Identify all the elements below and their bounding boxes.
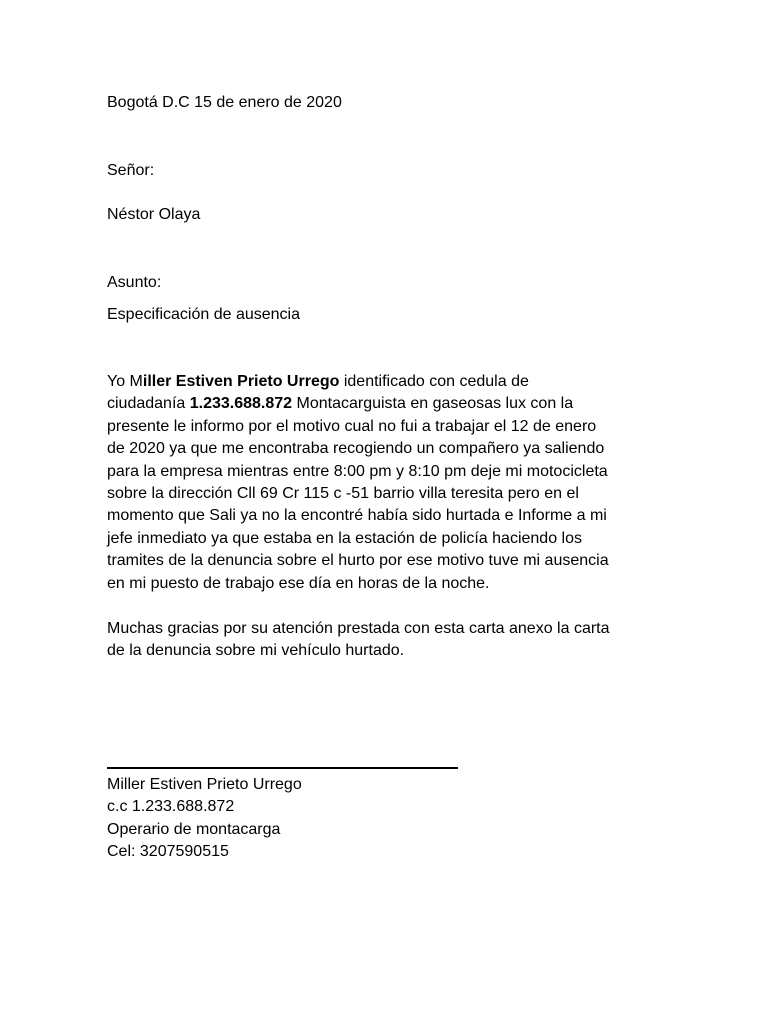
body-line [107, 371, 667, 393]
body-line: de 2020 ya que me encontraba recogiendo un compañero ya saliendo [107, 440, 605, 458]
signature-role: Operario de montacarga [107, 820, 281, 838]
body-line: jefe inmediato ya que estaba en la estación de policía haciendo los [107, 529, 582, 547]
signature-line [107, 767, 458, 769]
body-line: momento que Sali ya no la encontré había sido hurtada e Informe a mi [107, 507, 607, 525]
body-text: Yo M [107, 373, 143, 390]
id-number-bold: 1.233.688.872 [189, 395, 293, 413]
letter-body [107, 371, 667, 595]
signature-block [107, 774, 667, 864]
subject-label: Asunto: [107, 274, 162, 291]
body-line: para la empresa mientras entre 8:00 pm y 8:10 pm deje mi motocicleta [107, 462, 608, 480]
body-text: ciudadanía [107, 395, 190, 413]
closing-line: Muchas gracias por su atención prestada con esta carta anexo la carta [107, 620, 610, 637]
signature-name: Miller Estiven Prieto Urrego [107, 776, 302, 793]
recipient-name: Néstor Olaya [107, 206, 201, 223]
salutation: Señor: [107, 162, 155, 179]
body-line: tramites de la denuncia sobre el hurto por ese motivo tuve mi ausencia [107, 552, 609, 570]
signature-id: c.c 1.233.688.872 [107, 798, 235, 816]
body-line [107, 393, 667, 415]
closing-paragraph [107, 618, 667, 663]
signature-phone: Cel: 3207590515 [107, 843, 229, 861]
body-line: en mi puesto de trabajo ese día en horas de la noche. [107, 574, 490, 592]
subject-text: Especificación de ausencia [107, 306, 301, 323]
body-line: sobre la dirección Cll 69 Cr 115 c -51 barrio villa teresita pero en el [107, 485, 579, 503]
place-date: Bogotá D.C 15 de enero de 2020 [107, 94, 342, 111]
closing-line: de la denuncia sobre mi vehículo hurtado. [107, 642, 405, 660]
body-text: Montacarguista en gaseosas lux con la [292, 395, 574, 413]
body-text: identificado con cedula de [339, 373, 529, 390]
employee-name-bold: iller Estiven Prieto Urrego [142, 373, 340, 390]
body-line: presente le informo por el motivo cual no fui a trabajar el 12 de enero [107, 417, 597, 435]
